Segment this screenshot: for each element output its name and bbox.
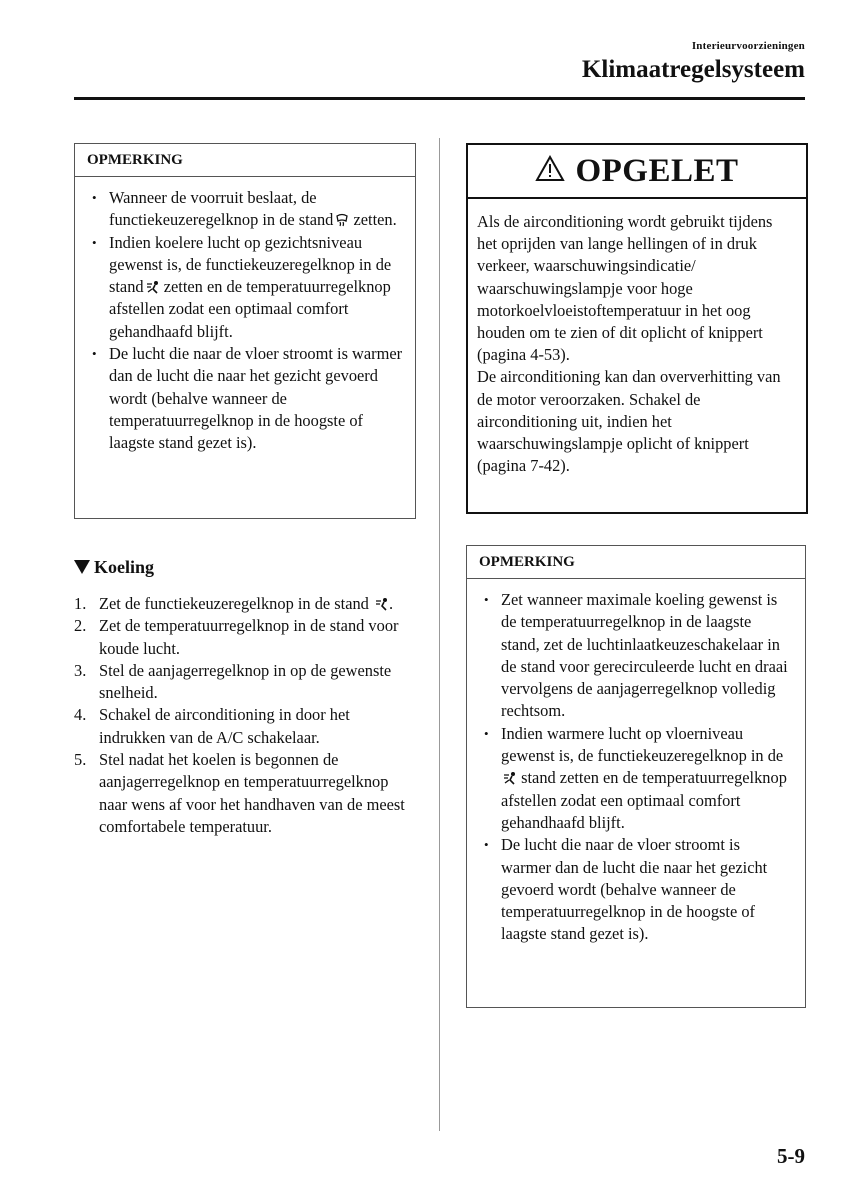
defrost-mode-icon xyxy=(335,211,349,225)
note-item: • Indien warmere lucht op vloerniveau gewenst is, de functiekeuzeregelknop in de stand zetten en de temperatuurregelknop afstellen zodat een optimaal comfort gehandhaafd blijft. xyxy=(484,723,793,834)
face-floor-mode-icon xyxy=(503,769,517,783)
caution-paragraph: Als de airconditioning wordt gebruikt tijdens het oprijden van lange hellingen of in druk verkeer, waarschuwingsindicatie/ waarschuwingslampje voor hoge motorkoelvloeistoftemperatuur in het oog houden om te zien of dit oplicht of knippert (pagina 4-53). xyxy=(477,212,773,365)
note-item: • Wanneer de voorruit beslaat, de functiekeuzeregelknop in de stand zetten. xyxy=(92,187,403,232)
caution-paragraph: De airconditioning kan dan oververhitting van de motor veroorzaken. Schakel de airconditioning uit, indien het waarschuwingslampje oplicht of knippert (pagina 7-42). xyxy=(477,367,781,476)
header-section-label: Interieurvoorzieningen xyxy=(691,40,805,52)
note-box-left xyxy=(74,143,416,519)
caution-title: OPGELET xyxy=(575,152,739,189)
note-item: • Indien koelere lucht op gezichtsniveau gewenst is, de functiekeuzeregelknop in de stand zetten en de temperatuurregelknop afstellen zodat een optimaal comfort gehandhaafd blijft. xyxy=(92,232,403,343)
note-heading: OPMERKING xyxy=(467,546,805,579)
header-rule xyxy=(74,97,805,100)
warning-triangle-icon xyxy=(535,155,565,187)
section-heading: Koeling xyxy=(74,557,154,578)
note-item: • Zet wanneer maximale koeling gewenst is de temperatuurregelknop in de laagste stand, zet de luchtinlaatkeuzeschakelaar in de stand voor gerecirculeerde lucht en draai vervolgens de aanjagerregelknop volledig rechtsom. xyxy=(484,589,793,723)
step-item: 4. Schakel de airconditioning in door het indrukken van de A/C schakelaar. xyxy=(74,705,350,747)
column-divider xyxy=(439,138,440,1131)
step-item: 3. Stel de aanjagerregelknop in op de gewenste snelheid. xyxy=(74,660,392,703)
step-item: 1. Zet de functiekeuzeregelknop in de stand . xyxy=(74,594,394,613)
page-number: 5-9 xyxy=(777,1144,805,1168)
step-item: 5. Stel nadat het koelen is begonnen de aanjagerregelknop en temperatuurregelknop naar wens af voor het handhaven van de meest comfortabele temperatuur. xyxy=(74,750,405,836)
note-item: • De lucht die naar de vloer stroomt is warmer dan de lucht die naar het gezicht gevoerd wordt (behalve wanneer de temperatuurregelknop in de hoogste of laagste stand gezet is). xyxy=(484,834,793,945)
note-box-right xyxy=(466,545,806,1008)
triangle-down-icon xyxy=(74,560,90,574)
face-floor-mode-icon xyxy=(146,278,160,292)
cooling-steps xyxy=(74,593,419,838)
caution-box xyxy=(466,143,808,514)
face-mode-icon xyxy=(375,595,389,609)
step-item: 2. Zet de temperatuurregelknop in de stand voor koude lucht. xyxy=(74,616,399,658)
note-item: • De lucht die naar de vloer stroomt is warmer dan de lucht die naar het gezicht gevoerd wordt (behalve wanneer de temperatuurregelknop in de hoogste of laagste stand gezet is). xyxy=(92,343,403,454)
note-heading: OPMERKING xyxy=(75,144,415,177)
page-title: Klimaatregelsysteem xyxy=(581,56,805,83)
